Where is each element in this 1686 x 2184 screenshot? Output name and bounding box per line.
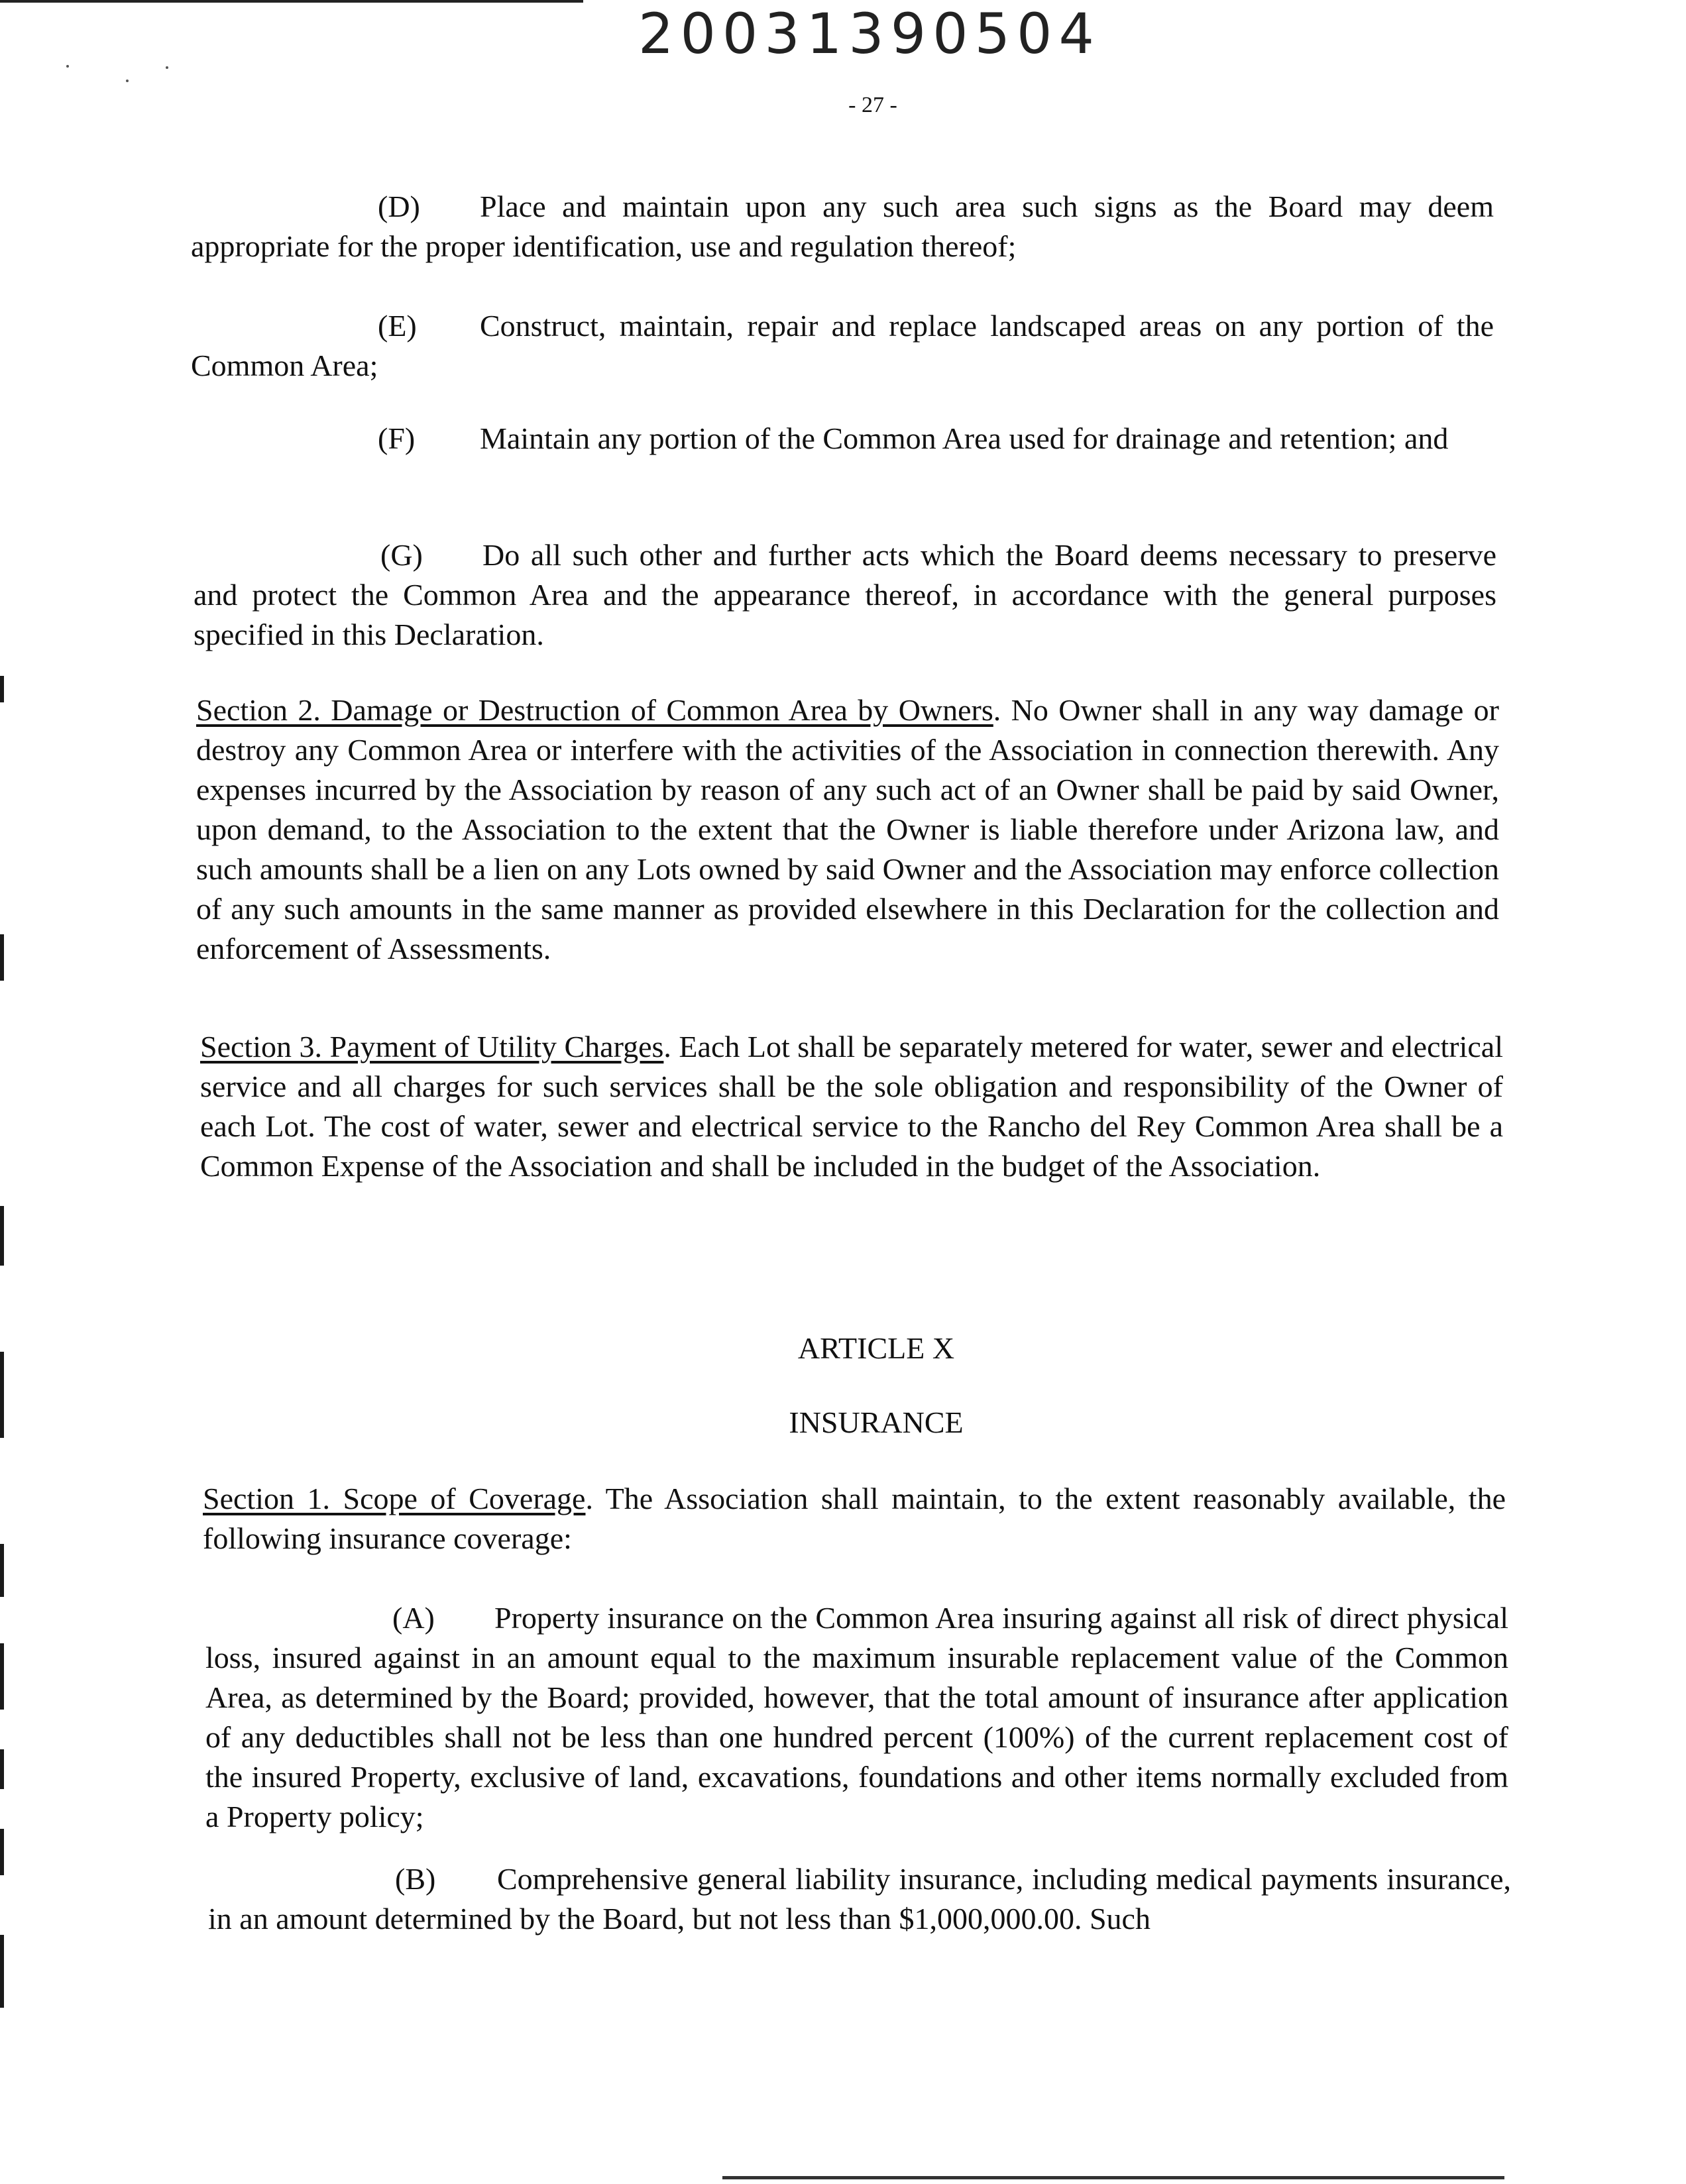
article-title: INSURANCE: [789, 1405, 964, 1439]
scope-of-coverage-paragraph: [203, 1479, 1506, 1558]
coverage-b-label: (B): [395, 1862, 436, 1896]
scan-speck: [126, 80, 129, 82]
section-2-title: Section 2. Damage or Destruction of Common Area by Owners: [196, 693, 993, 727]
item-g-label: (G): [380, 538, 423, 572]
recording-number: 20031390504: [638, 1, 1101, 66]
coverage-a-paragraph: [205, 1598, 1508, 1837]
item-e-label: (E): [378, 309, 417, 343]
scope-of-coverage-title: Section 1. Scope of Coverage: [203, 1482, 586, 1515]
scan-speck: [166, 66, 168, 69]
coverage-b-paragraph: [208, 1859, 1511, 1939]
scan-edge-mark: [0, 676, 4, 702]
scan-edge-line: [722, 2176, 1504, 2179]
item-f-text: Maintain any portion of the Common Area used for drainage and retention; and: [480, 421, 1449, 455]
scan-edge-mark: [0, 1544, 4, 1597]
article-number: ARTICLE X: [797, 1331, 955, 1365]
section-2-body: . No Owner shall in any way damage or destroy any Common Area or interfere with the activities of the Association in connection therewith. Any expenses incurred by the Association by reason of any such act of an Owner shall be paid by said Owner, upon demand, to the Association to the extent that the Owner is liable therefore under Arizona law, and such amounts shall be a lien on any Lots owned by said Owner and the Association may enforce collection of any such amounts in the same manner as provided elsewhere in this Declaration for the collection and enforcement of Assessments.: [196, 693, 1499, 965]
item-f-label: (F): [378, 421, 416, 455]
page-number: - 27 -: [848, 93, 897, 117]
scan-edge-mark: [0, 1829, 4, 1875]
item-g-paragraph: [194, 535, 1496, 655]
scan-edge-mark: [0, 1643, 4, 1710]
item-e-text: Construct, maintain, repair and replace landscaped areas on any portion of the Common Area;: [191, 309, 1494, 382]
section-2-paragraph: [196, 690, 1499, 969]
coverage-b-text: Comprehensive general liability insurance, including medical payments insurance, in an amount determined by the Board, but not less than $1,000,000.00. Such: [208, 1862, 1511, 1936]
coverage-a-text: Property insurance on the Common Area insuring against all risk of direct physical loss, insured against in an amount equal to the maximum insurable replacement value of the Common Area, as determined by the Board; provided, however, that the total amount of insurance after application of any deductibles shall not be less than one hundred percent (100%) of the current replacement cost of the insured Property, exclusive of land, excavations, foundations and other items normally excluded from a Property policy;: [205, 1601, 1508, 1833]
scope-of-coverage-body: . The Association shall maintain, to the extent reasonably available, the following insurance coverage:: [203, 1482, 1506, 1555]
section-3-body: . Each Lot shall be separately metered for water, sewer and electrical service and all charges for such services shall be the sole obligation and responsibility of the Owner of each Lot. The cost of water, sewer and electrical service to the Rancho del Rey Common Area shall be a Common Expense of the Association and shall be included in the budget of the Association.: [200, 1030, 1503, 1183]
section-3-paragraph: [200, 1027, 1503, 1186]
scan-edge-mark: [0, 1935, 4, 2008]
item-d-paragraph: [191, 187, 1494, 266]
scan-edge-mark: [0, 1749, 4, 1789]
item-d-text: Place and maintain upon any such area such signs as the Board may deem appropriate for the proper identification, use and regulation thereof;: [191, 190, 1494, 263]
item-d-label: (D): [378, 190, 420, 223]
item-f-paragraph: [191, 419, 1494, 459]
item-g-text: Do all such other and further acts which the Board deems necessary to preserve and protect the Common Area and the appearance thereof, in accordance with the general purposes specified in this Declaration.: [194, 538, 1496, 651]
scan-edge-mark: [0, 1206, 4, 1266]
section-3-title: Section 3. Payment of Utility Charges: [200, 1030, 664, 1064]
item-e-paragraph: [191, 306, 1494, 386]
scan-edge-mark: [0, 934, 4, 981]
coverage-a-label: (A): [392, 1601, 435, 1635]
